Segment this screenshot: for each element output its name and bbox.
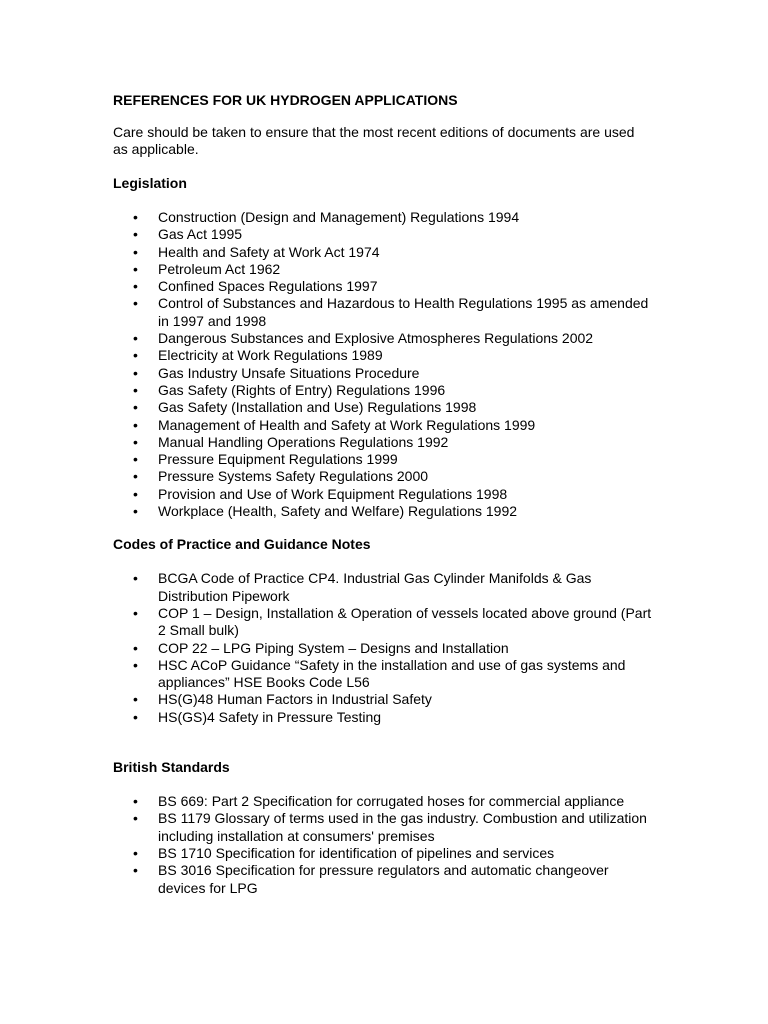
list-item-text: COP 1 – Design, Installation & Operation of vessels located above ground (Part 2 Small bulk) xyxy=(158,604,652,639)
list-item xyxy=(113,468,658,485)
list-item xyxy=(113,486,658,503)
bullet-icon: • xyxy=(133,381,138,398)
list-item-text: BS 1710 Specification for identification of pipelines and services xyxy=(158,844,555,861)
bullet-icon: • xyxy=(133,708,138,725)
bullet-icon: • xyxy=(133,226,138,243)
bullet-icon: • xyxy=(133,260,138,277)
list-item xyxy=(113,244,658,261)
british-standards-heading: British Standards xyxy=(113,759,230,776)
list-item-text: Confined Spaces Regulations 1997 xyxy=(158,278,378,295)
british-standards-list xyxy=(113,793,768,897)
list-item xyxy=(113,657,658,692)
codes-list xyxy=(113,570,768,726)
bullet-icon: • xyxy=(133,468,138,485)
bullet-icon: • xyxy=(133,503,138,520)
list-item xyxy=(113,451,658,468)
bullet-icon: • xyxy=(133,844,138,861)
list-item-text: Gas Industry Unsafe Situations Procedure xyxy=(158,364,420,381)
bullet-icon: • xyxy=(133,243,138,260)
list-item-text: Gas Safety (Rights of Entry) Regulations 1996 xyxy=(158,381,446,398)
list-item xyxy=(113,810,658,845)
list-item xyxy=(113,347,658,364)
bullet-icon: • xyxy=(133,451,138,468)
bullet-icon: • xyxy=(133,639,138,656)
list-item xyxy=(113,365,658,382)
list-item xyxy=(113,709,658,726)
list-item xyxy=(113,209,658,226)
bullet-icon: • xyxy=(133,604,138,621)
list-item xyxy=(113,434,658,451)
bullet-icon: • xyxy=(133,570,138,587)
list-item-text: HS(GS)4 Safety in Pressure Testing xyxy=(158,708,382,725)
list-item xyxy=(113,278,658,295)
list-item-text: Dangerous Substances and Explosive Atmospheres Regulations 2002 xyxy=(158,330,594,347)
list-item-text: Gas Safety (Installation and Use) Regulations 1998 xyxy=(158,399,477,416)
list-item-text: Provision and Use of Work Equipment Regulations 1998 xyxy=(158,485,508,502)
intro-paragraph: Care should be taken to ensure that the most recent editions of documents are used as applicable. xyxy=(113,124,635,157)
list-item xyxy=(113,417,658,434)
list-item xyxy=(113,862,658,897)
list-item-text: Petroleum Act 1962 xyxy=(158,260,281,277)
list-item-text: HS(G)48 Human Factors in Industrial Safety xyxy=(158,691,432,708)
bullet-icon: • xyxy=(133,862,138,879)
list-item xyxy=(113,330,658,347)
bullet-icon: • xyxy=(133,330,138,347)
list-item xyxy=(113,793,658,810)
legislation-heading: Legislation xyxy=(113,175,187,191)
list-item-text: Pressure Systems Safety Regulations 2000 xyxy=(158,468,429,485)
list-item xyxy=(113,399,658,416)
bullet-icon: • xyxy=(133,793,138,810)
bullet-icon: • xyxy=(133,810,138,827)
bullet-icon: • xyxy=(133,209,138,225)
bullet-icon: • xyxy=(133,364,138,381)
list-item-text: Management of Health and Safety at Work Regulations 1999 xyxy=(158,416,536,433)
bullet-icon: • xyxy=(133,485,138,502)
bullet-icon: • xyxy=(133,399,138,416)
bullet-icon: • xyxy=(133,433,138,450)
list-item-text: Electricity at Work Regulations 1989 xyxy=(158,347,383,364)
list-item-text: HSC ACoP Guidance “Safety in the installation and use of gas systems and appliances” HSE Books Code L56 xyxy=(158,656,626,691)
list-item-text: BCGA Code of Practice CP4. Industrial Gas Cylinder Manifolds & Gas Distribution Pipework xyxy=(158,570,592,604)
list-item xyxy=(113,640,658,657)
list-item xyxy=(113,295,658,330)
bullet-icon: • xyxy=(133,416,138,433)
list-item-text: Manual Handling Operations Regulations 1992 xyxy=(158,433,449,450)
bullet-icon: • xyxy=(133,347,138,364)
list-item-text: Gas Act 1995 xyxy=(158,226,243,243)
list-item-text: Pressure Equipment Regulations 1999 xyxy=(158,451,398,468)
list-item-text: Health and Safety at Work Act 1974 xyxy=(158,243,380,260)
list-item xyxy=(113,382,658,399)
list-item xyxy=(113,691,658,708)
list-item-text: BS 669: Part 2 Specification for corrugated hoses for commercial appliance xyxy=(158,793,625,810)
bullet-icon: • xyxy=(133,278,138,295)
list-item-text: BS 1179 Glossary of terms used in the gas industry. Combustion and utilization including installation at consumers' premises xyxy=(158,810,647,844)
document-title: REFERENCES FOR UK HYDROGEN APPLICATIONS xyxy=(113,92,458,108)
list-item xyxy=(113,226,658,243)
bullet-icon: • xyxy=(133,295,138,312)
list-item-text: Workplace (Health, Safety and Welfare) Regulations 1992 xyxy=(158,503,518,520)
codes-heading: Codes of Practice and Guidance Notes xyxy=(113,536,371,553)
list-item-text: BS 3016 Specification for pressure regulators and automatic changeover devices for LPG xyxy=(158,862,609,896)
list-item xyxy=(113,845,658,862)
legislation-list xyxy=(113,209,768,520)
list-item xyxy=(113,605,658,640)
list-item-text: COP 22 – LPG Piping System – Designs and Installation xyxy=(158,639,509,656)
list-item-text: Construction (Design and Management) Regulations 1994 xyxy=(158,209,520,225)
bullet-icon: • xyxy=(133,691,138,708)
list-item xyxy=(113,503,658,520)
list-item xyxy=(113,261,658,278)
bullet-icon: • xyxy=(133,656,138,673)
list-item xyxy=(113,570,658,605)
list-item-text: Control of Substances and Hazardous to Health Regulations 1995 as amended in 1997 and 1998 xyxy=(158,295,649,329)
